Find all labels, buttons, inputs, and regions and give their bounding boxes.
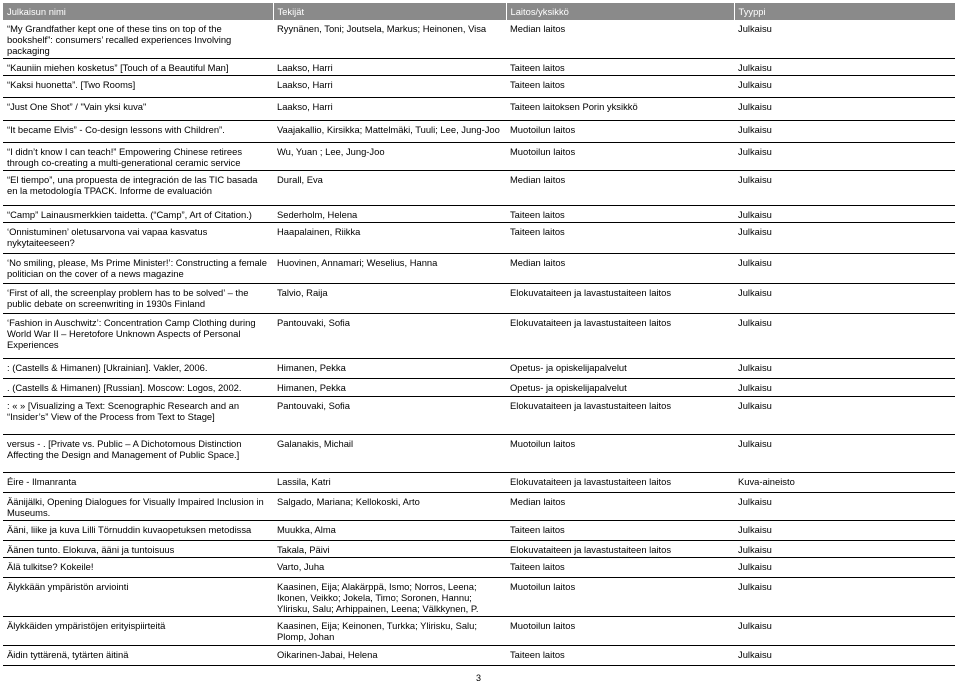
cell-title: ‘Fashion in Auschwitz’: Concentration Camp Clothing during World War II – Heretofore Unknown Aspects of Personal Experiences <box>3 314 273 359</box>
cell-title: “Just One Shot” / "Vain yksi kuva" <box>3 98 273 121</box>
cell-title: versus - . [Private vs. Public – A Dichotomous Distinction Affecting the Design and Management of Public Space.] <box>3 435 273 473</box>
cell-authors: Ryynänen, Toni; Joutsela, Markus; Heinonen, Visa <box>273 20 506 59</box>
table-row <box>3 435 955 473</box>
cell-authors: Galanakis, Michail <box>273 435 506 473</box>
table-row <box>3 284 955 314</box>
cell-authors: Haapalainen, Riikka <box>273 223 506 254</box>
cell-title: Ääni, liike ja kuva Lilli Törnuddin kuvaopetuksen metodissa <box>3 521 273 541</box>
cell-authors: Lassila, Katri <box>273 473 506 493</box>
cell-authors: Durall, Eva <box>273 171 506 206</box>
table-row <box>3 254 955 284</box>
cell-authors: Muukka, Alma <box>273 521 506 541</box>
table-row <box>3 521 955 541</box>
header-row <box>3 3 955 20</box>
cell-authors: Laakso, Harri <box>273 59 506 76</box>
cell-type: Julkaisu <box>734 121 955 143</box>
cell-unit: Median laitos <box>506 254 734 284</box>
table-row <box>3 473 955 493</box>
table-row <box>3 59 955 76</box>
cell-type: Julkaisu <box>734 143 955 171</box>
cell-unit: Muotoilun laitos <box>506 143 734 171</box>
table-row <box>3 646 955 666</box>
cell-unit: Elokuvataiteen ja lavastustaiteen laitos <box>506 314 734 359</box>
cell-title: Älykkään ympäristön arviointi <box>3 578 273 617</box>
publications-table <box>3 3 956 666</box>
cell-authors: Laakso, Harri <box>273 76 506 98</box>
cell-authors: Varto, Juha <box>273 558 506 578</box>
table-row <box>3 541 955 558</box>
cell-title: “It became Elvis” - Co-design lessons with Children”. <box>3 121 273 143</box>
cell-type: Julkaisu <box>734 206 955 223</box>
cell-unit: Median laitos <box>506 171 734 206</box>
cell-authors: Wu, Yuan ; Lee, Jung-Joo <box>273 143 506 171</box>
cell-title: Éire - Ilmanranta <box>3 473 273 493</box>
table-row <box>3 379 955 397</box>
cell-type: Julkaisu <box>734 493 955 521</box>
cell-title: Äänen tunto. Elokuva, ääni ja tuntoisuus <box>3 541 273 558</box>
cell-type: Julkaisu <box>734 397 955 435</box>
cell-type: Julkaisu <box>734 379 955 397</box>
cell-unit: Taiteen laitos <box>506 206 734 223</box>
cell-unit: Muotoilun laitos <box>506 617 734 646</box>
table-row <box>3 493 955 521</box>
cell-authors: Oikarinen-Jabai, Helena <box>273 646 506 666</box>
table-row <box>3 359 955 379</box>
cell-type: Kuva-aineisto <box>734 473 955 493</box>
cell-title: “El tiempo”, una propuesta de integración de las TIC basada en la metodología TPACK. Informe de evaluación <box>3 171 273 206</box>
cell-type: Julkaisu <box>734 59 955 76</box>
cell-authors: Kaasinen, Eija; Keinonen, Turkka; Ylirisku, Salu; Plomp, Johan <box>273 617 506 646</box>
table-row <box>3 223 955 254</box>
cell-type: Julkaisu <box>734 223 955 254</box>
table-row <box>3 76 955 98</box>
cell-authors: Sederholm, Helena <box>273 206 506 223</box>
cell-authors: Takala, Päivi <box>273 541 506 558</box>
cell-authors: Kaasinen, Eija; Alakärppä, Ismo; Norros, Leena; Ikonen, Veikko; Jokela, Timo; Soronen, Hannu; Ylirisku, Salu; Arhippainen, Leena; Välkkynen, P. <box>273 578 506 617</box>
table-row <box>3 98 955 121</box>
cell-title: ‘No smiling, please, Ms Prime Minister!’: Constructing a female politician on the cover of a news magazine <box>3 254 273 284</box>
cell-title: : « » [Visualizing a Text: Scenographic Research and an “Insider’s” View of the Process from Text to Stage] <box>3 397 273 435</box>
cell-unit: Muotoilun laitos <box>506 578 734 617</box>
table-row <box>3 314 955 359</box>
header-unit: Laitos/yksikkö <box>506 3 734 20</box>
cell-type: Julkaisu <box>734 521 955 541</box>
cell-type: Julkaisu <box>734 359 955 379</box>
table-row <box>3 121 955 143</box>
cell-unit: Elokuvataiteen ja lavastustaiteen laitos <box>506 397 734 435</box>
cell-unit: Taiteen laitos <box>506 76 734 98</box>
table-row <box>3 558 955 578</box>
cell-type: Julkaisu <box>734 20 955 59</box>
cell-title: ‘Onnistuminen’ oletusarvona vai vapaa kasvatus nykytaiteeseen? <box>3 223 273 254</box>
cell-unit: Opetus- ja opiskelijapalvelut <box>506 379 734 397</box>
cell-authors: Himanen, Pekka <box>273 359 506 379</box>
table-row <box>3 206 955 223</box>
cell-title: “Camp” Lainausmerkkien taidetta. (“Camp”, Art of Citation.) <box>3 206 273 223</box>
cell-type: Julkaisu <box>734 578 955 617</box>
cell-title: . (Castells & Himanen) [Russian]. Moscow: Logos, 2002. <box>3 379 273 397</box>
cell-type: Julkaisu <box>734 558 955 578</box>
cell-unit: Muotoilun laitos <box>506 121 734 143</box>
cell-type: Julkaisu <box>734 617 955 646</box>
cell-unit: Taiteen laitos <box>506 521 734 541</box>
cell-unit: Taiteen laitos <box>506 59 734 76</box>
cell-title: Älä tulkitse? Kokeile! <box>3 558 273 578</box>
cell-type: Julkaisu <box>734 76 955 98</box>
cell-type: Julkaisu <box>734 98 955 121</box>
cell-unit: Elokuvataiteen ja lavastustaiteen laitos <box>506 473 734 493</box>
header-authors: Tekijät <box>273 3 506 20</box>
header-type: Tyyppi <box>734 3 955 20</box>
cell-unit: Muotoilun laitos <box>506 435 734 473</box>
cell-unit: Taiteen laitos <box>506 646 734 666</box>
cell-unit: Median laitos <box>506 20 734 59</box>
cell-authors: Vaajakallio, Kirsikka; Mattelmäki, Tuuli; Lee, Jung-Joo <box>273 121 506 143</box>
table-row <box>3 617 955 646</box>
cell-title: ‘First of all, the screenplay problem has to be solved’ – the public debate on screenwriting in 1930s Finland <box>3 284 273 314</box>
cell-title: Älykkäiden ympäristöjen erityispiirteitä <box>3 617 273 646</box>
cell-unit: Median laitos <box>506 493 734 521</box>
cell-title: Äidin tyttärenä, tytärten äitinä <box>3 646 273 666</box>
header-title: Julkaisun nimi <box>3 3 273 20</box>
cell-authors: Salgado, Mariana; Kellokoski, Arto <box>273 493 506 521</box>
cell-type: Julkaisu <box>734 314 955 359</box>
cell-unit: Elokuvataiteen ja lavastustaiteen laitos <box>506 541 734 558</box>
cell-type: Julkaisu <box>734 171 955 206</box>
cell-title: “I didn’t know I can teach!” Empowering Chinese retirees through co-creating a multi-generational ceramic service <box>3 143 273 171</box>
cell-authors: Huovinen, Annamari; Weselius, Hanna <box>273 254 506 284</box>
table-row <box>3 397 955 435</box>
cell-type: Julkaisu <box>734 646 955 666</box>
page-number: 3 <box>476 673 482 683</box>
cell-authors: Pantouvaki, Sofia <box>273 314 506 359</box>
cell-type: Julkaisu <box>734 435 955 473</box>
table-row <box>3 171 955 206</box>
cell-authors: Talvio, Raija <box>273 284 506 314</box>
cell-authors: Himanen, Pekka <box>273 379 506 397</box>
cell-type: Julkaisu <box>734 284 955 314</box>
table-row <box>3 143 955 171</box>
cell-title: Äänijälki, Opening Dialogues for Visually Impaired Inclusion in Museums. <box>3 493 273 521</box>
cell-title: “My Grandfather kept one of these tins on top of the bookshelf”: consumers’ recalled experiences Involving packaging <box>3 20 273 59</box>
cell-unit: Taiteen laitoksen Porin yksikkö <box>506 98 734 121</box>
cell-title: : (Castells & Himanen) [Ukrainian]. Vakler, 2006. <box>3 359 273 379</box>
cell-authors: Pantouvaki, Sofia <box>273 397 506 435</box>
cell-title: “Kaksi huonetta”. [Two Rooms] <box>3 76 273 98</box>
cell-unit: Taiteen laitos <box>506 558 734 578</box>
cell-unit: Opetus- ja opiskelijapalvelut <box>506 359 734 379</box>
cell-title: “Kauniin miehen kosketus” [Touch of a Beautiful Man] <box>3 59 273 76</box>
table-row <box>3 20 955 59</box>
cell-type: Julkaisu <box>734 541 955 558</box>
cell-unit: Elokuvataiteen ja lavastustaiteen laitos <box>506 284 734 314</box>
cell-unit: Taiteen laitos <box>506 223 734 254</box>
cell-type: Julkaisu <box>734 254 955 284</box>
table-row <box>3 578 955 617</box>
cell-authors: Laakso, Harri <box>273 98 506 121</box>
